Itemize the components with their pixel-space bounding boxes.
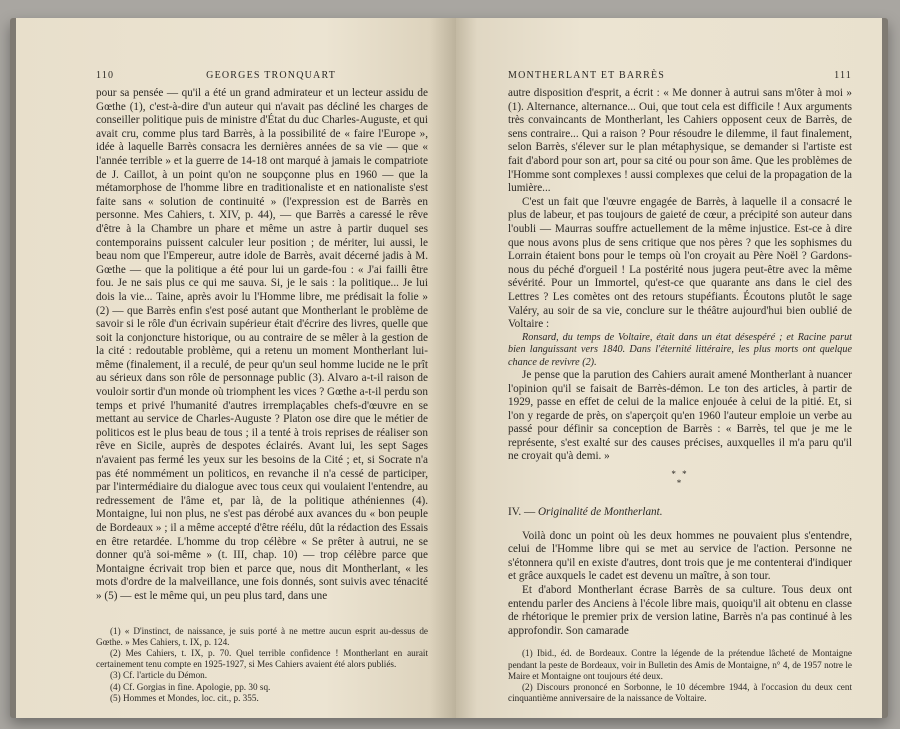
- section-title: Originalité de Montherlant.: [537, 506, 663, 519]
- left-footnotes: [96, 626, 428, 704]
- asterism-stars: * * *: [671, 469, 689, 489]
- left-footnote: (4) Cf. Gorgias in fine. Apologie, pp. 30 sq.: [110, 681, 271, 692]
- right-footnote: (2) Discours prononcé en Sorbonne, le 10 décembre 1944, à l'occasion du deux cent cinquantième anniversaire de la naissance de Voltaire.: [508, 682, 852, 704]
- left-page: [16, 18, 456, 718]
- section-heading: [508, 506, 852, 520]
- right-paragraph: Voilà donc un point où les deux hommes ne pouvaient plus s'entendre, celui de l'Homme libre qui se met au service de l'action. Personne ne s'étonnera qu'il en existe d'autres, dont trois que je me contenterai d'indiquer et grâce auxquels le cadet est devenu un maître, à son tour.: [508, 529, 852, 583]
- right-paragraph: Et d'abord Montherlant écrase Barrès de sa culture. Tous deux ont entendu parler des Anciens à l'école libre mais, quoiqu'il ait obtenu en classe de rhétorique le premier prix de version latine, Barrès n'a pas continué à les approfondir. Son camarade: [508, 584, 852, 637]
- left-page-number: 110: [96, 70, 115, 81]
- left-body-text: [96, 87, 428, 604]
- section-number: IV. —: [508, 506, 536, 519]
- right-running-title: MONTHERLANT ET BARRÈS: [508, 70, 666, 81]
- right-page-number: 111: [834, 70, 852, 81]
- left-paragraph: pour sa pensée — qu'il a été un grand admirateur et un lecteur assidu de Gœthe (1), c'est-à-dire d'un auteur qui n'avait pas décliné les charges de conseiller politique puis de ministre d'État du duc Charles-Auguste, et qui avait cru, comme plus tard Barrès, à la possibilité de « faire l'Europe », idée à laquelle Barrès consacra les dernières années de sa vie — que « l'année terrible » et la guerre de 14-18 ont marqué à jamais le compatriote de J. Caillot, à un point qu'on ne soupçonne plus en 1960 — que la métamorphose de l'homme libre en traditionaliste et en nationaliste s'est faite sans « solution de continuité » (l'expression est de Barrès en personne. Mes Cahiers, t. XIV, p. 44), — que Barrès a caressé le rêve d'être à la Chambre un phare et même un astre à partir duquel ses contemporains puissent calculer leur position ; de mériter, lui aussi, le beau nom que l'Empereur, autre idole de Barrès, avait décerné jadis à M. Gœthe — que la politique a été pour lui un garde-fou : « J'ai failli être fou. Je ne sais plus ce qui me sauva. Si, je le sais : la politique... Je lui dois la vie... Taine, après avoir lu l'Homme libre, me prédisait la folie » (2) — que Barrès enfin s'est posé autant que Montherlant le problème de savoir si le rôle d'un écrivain supérieur était d'écrire des livres, quelle que soit la conjoncture historique, ou au contraire de se mêler à la gestion de la cité : redoutable problème, qui a retenu un moment Montherlant lui-même (finalement, il a reculé, de peur qu'un seul homme lucide ne le prît au sérieux dans son rôle de personnage public (3). Alvaro a-t-il raison de vouloir sortir d'un monde où triomphent les vices ? Gœthe a-t-il perdu son temps et privé l'humanité d'autres irremplaçables chefs-d'œuvre en se mettant au service de Charles-Auguste ? Platon ose dire que le métier de politicos est le plus beau de tous ; il a tenté à trois reprises de réaliser son rêve en Sicile, auprès de despotes éclairés. Avant lui, les sept Sages n'avaient pas fermé les yeux sur les besoins de la Cité ; et, si Socrate n'a pas été nommément un politicos, en revanche il n'a cessé de participer, par l'intermédiaire du dialogue avec tous ceux qui voulaient l'entendre, au redressement de l'âme et, par là, de la politique athéniennes (4). Montaigne, lui non plus, ne s'est pas dérobé aux avances du « bon peuple de Bordeaux » ; il a même accepté d'être réélu, dût la rédaction des Essais en être retardée. L'homme du trop célèbre « Se prêter à autrui, ne se donner qu'à soi-même » (t. III, chap. 10) — trop célèbre parce que Montaigne écrivait trop bien et parce que, nous dit Montherlant, « les mots d'ordre de la malveillance, une fois donnés, sont suivis avec ténacité » (5) — est le même qui, un peu plus tard, dans une: [96, 87, 428, 602]
- right-footnote: (1) Ibid., éd. de Bordeaux. Contre la légende de la prétendue lâcheté de Montaigne pendant la peste de Bordeaux, voir in Bulletin des Amis de Montaigne, n° 4, de 1957 notre le Maire et Montaigne ont toujours été deux.: [508, 648, 852, 681]
- right-paragraph: autre disposition d'esprit, a écrit : « Me donner à autrui sans m'ôter à moi » (1). Alternance, alternance... Oui, que tout cela est difficile ! Aux arguments très convaincants de Montherlant, les Cahiers opposent ceux de Barrès, de sens contraire... Qui a raison ? Pour résoudre le dilemme, il faut finalement, selon Barrès, s'élever sur le plan métaphysique, se demander si l'artiste est fait d'abord pour son art, pour sa cité ou pour son âme. Que les problèmes de l'Homme sont complexes ! aussi complexes que celui de la propagation de la lumière...: [508, 87, 852, 195]
- left-footnote: (2) Mes Cahiers, t. IX, p. 70. Quel terrible confidence ! Montherlant en aurait certainement tenu compte en 1925-1927, si Mes Cahiers avaient été alors publiés.: [96, 647, 428, 670]
- right-body-text: [508, 87, 852, 638]
- left-footnote: (5) Hommes et Mondes, loc. cit., p. 355.: [110, 692, 259, 703]
- right-footnotes: [508, 648, 852, 704]
- right-paragraph: C'est un fait que l'œuvre engagée de Barrès, à laquelle il a consacré le plus de labeur, et pas toujours de gaieté de cœur, a précipité son auteur dans l'oubli — Maurras souffre actuellement de la même injustice. Est-ce à dire que nous avons plus de sens critique que nos pères ? que les sophismes du Lorrain étaient bons pour le temps où l'on croyait au Père Noël ? Gardons-nous du péché d'orgueil ! La postérité nous jugera peut-être avec la même sévérité. Pour un Immortel, qu'est-ce que quarante ans dans le ciel des Lettres ? Les comètes ont des retours stupéfiants. Écoutons plutôt le sage Valéry, au soir de sa vie, conclure sur le théâtre aujourd'hui bien oublié de Voltaire :: [508, 195, 852, 331]
- section-break-asterism: [508, 470, 852, 488]
- left-running-title: GEORGES TRONQUART: [206, 70, 337, 81]
- right-page: [456, 18, 882, 718]
- left-footnote: (1) « D'instinct, de naissance, je suis porté à ne mettre aucun esprit au-dessus de Gœthe. » Mes Cahiers, t. IX, p. 124.: [96, 625, 428, 647]
- left-footnote: (3) Cf. l'article du Démon.: [110, 670, 208, 681]
- valery-quote: Ronsard, du temps de Voltaire, était dans un état désespéré ; et Racine parut bien languissant vers 1840. Dans l'éternité littéraire, les plus morts ont quelque chance de revivre (2).: [508, 331, 852, 368]
- right-paragraph: Je pense que la parution des Cahiers aurait amené Montherlant à nuancer l'opinion qu'il se faisait de Barrès-démon. Le ton des articles, à partir de 1929, passe en effet de celui de la malice enjouée à celui de la pitié. Et, si l'on y regarde de près, on s'aperçoit qu'en 1960 l'auteur emploie un verbe au passé pour définir sa conception de Barrès : « Barrès, tel que je me le représente, s'est exalté sur des causes précises, auxquelles il m'a paru qu'il ne croyait qu'à demi. »: [508, 368, 852, 463]
- right-running-head: [508, 70, 852, 81]
- left-running-head: [96, 70, 428, 81]
- open-book: [10, 18, 888, 718]
